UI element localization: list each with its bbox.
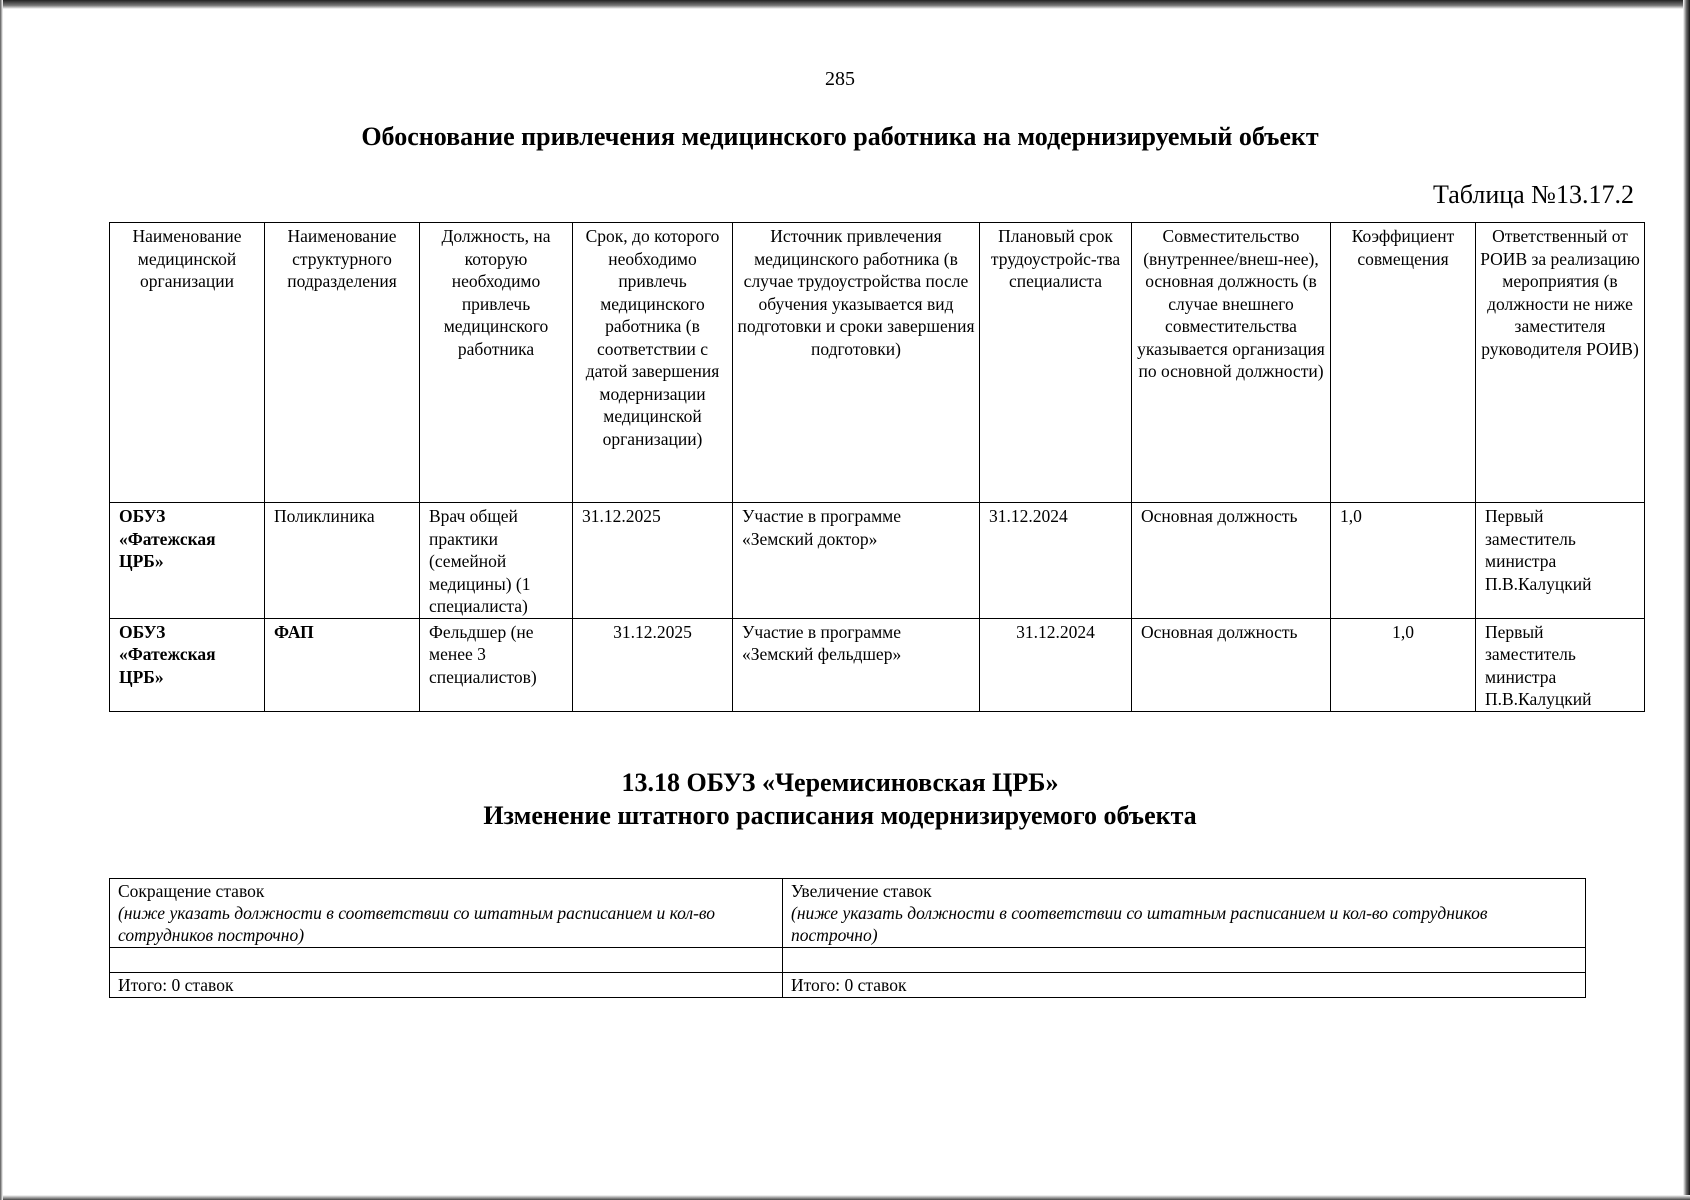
scan-edge-left [0, 0, 3, 1200]
org-cell: ОБУЗ «Фатежская ЦРБ» [110, 503, 265, 619]
empty-cell [783, 948, 1586, 973]
division-cell: ФАП [265, 618, 420, 711]
header-cell: Ответственный от РОИВ за реализацию мероприятия (в должности не ниже заместителя руководителя РОИВ) [1476, 223, 1645, 503]
combination-cell: Основная должность [1132, 503, 1331, 619]
header-cell: Наименование структурного подразделения [265, 223, 420, 503]
table-row [110, 948, 1586, 973]
planned-date-cell: 31.12.2024 [980, 618, 1132, 711]
staffing-change-table [109, 878, 1586, 998]
increase-total: Итого: 0 ставок [783, 973, 1586, 998]
header-cell: Плановый срок трудоустройс-тва специалиста [980, 223, 1132, 503]
header-cell: Совместительство (внутреннее/внеш-нее), основная должность (в случае внешнего совместительства указывается организация по основной должности) [1132, 223, 1331, 503]
responsible-cell: Первый заместитель министра П.В.Калуцкий [1476, 618, 1645, 711]
deadline-cell: 31.12.2025 [573, 618, 733, 711]
section-title: 13.18 ОБУЗ «Черемисиновская ЦРБ» [621, 768, 1059, 797]
document-title: Обоснование привлечения медицинского работника на модернизируемый объект [361, 122, 1319, 151]
planned-date-cell: 31.12.2024 [980, 503, 1132, 619]
reduction-total: Итого: 0 ставок [110, 973, 783, 998]
source-cell: Участие в программе «Земский доктор» [733, 503, 980, 619]
empty-cell [110, 948, 783, 973]
totals-row [110, 973, 1586, 998]
position-cell: Фельдшер (не менее 3 специалистов) [420, 618, 573, 711]
table-header-row [110, 223, 1645, 503]
table-label: Таблица №13.17.2 [1432, 180, 1634, 209]
source-cell: Участие в программе «Земский фельдшер» [733, 618, 980, 711]
division-cell: Поликлиника [265, 503, 420, 619]
table-header-row [110, 879, 1586, 948]
org-cell: ОБУЗ «Фатежская ЦРБ» [110, 618, 265, 711]
header-cell: Должность, на которую необходимо привлечь медицинского работника [420, 223, 573, 503]
header-cell: Коэффициент совмещения [1331, 223, 1476, 503]
scan-edge-top [0, 0, 1690, 9]
header-cell: Наименование медицинской организации [110, 223, 265, 503]
reduction-header-cell [110, 879, 783, 948]
scan-edge-bottom [0, 1195, 1690, 1200]
header-cell: Срок, до которого необходимо привлечь медицинского работника (в соответствии с датой завершения модернизации медицинской организации) [573, 223, 733, 503]
deadline-cell: 31.12.2025 [573, 503, 733, 619]
responsible-cell: Первый заместитель министра П.В.Калуцкий [1476, 503, 1645, 619]
coefficient-cell: 1,0 [1331, 503, 1476, 619]
page-number: 285 [825, 68, 855, 90]
table-row [110, 618, 1645, 711]
section-subtitle: Изменение штатного расписания модернизируемого объекта [483, 801, 1197, 830]
position-cell: Врач общей практики (семейной медицины) (1 специалиста) [420, 503, 573, 619]
increase-header-cell [783, 879, 1586, 948]
table-row [110, 503, 1645, 619]
staff-justification-table [109, 222, 1645, 712]
increase-note: (ниже указать должности в соответствии со штатным расписанием и кол-во сотрудников построчно) [791, 903, 1488, 945]
combination-cell: Основная должность [1132, 618, 1331, 711]
scan-edge-right [1683, 0, 1690, 1200]
header-cell: Источник привлечения медицинского работника (в случае трудоустройства после обучения указывается вид подготовки и сроки завершения подготовки) [733, 223, 980, 503]
reduction-header: Сокращение ставок [118, 881, 265, 901]
reduction-note: (ниже указать должности в соответствии со штатным расписанием и кол-во сотрудников построчно) [118, 903, 716, 945]
increase-header: Увеличение ставок [791, 881, 932, 901]
coefficient-cell: 1,0 [1331, 618, 1476, 711]
